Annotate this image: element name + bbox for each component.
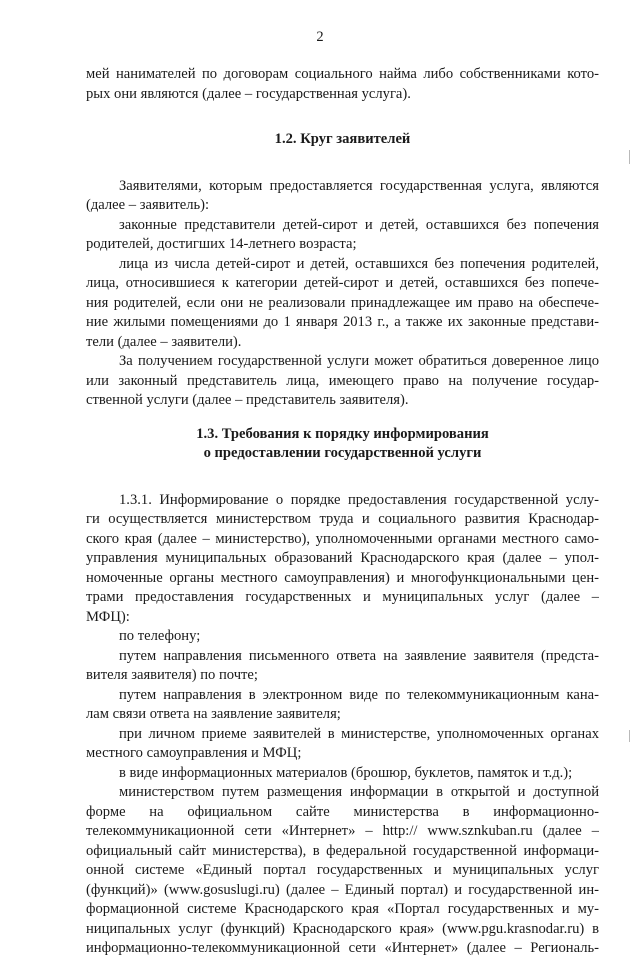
paragraph-line: лам связи ответа на заявление заявителя; (86, 706, 341, 722)
list-item: министерством путем размещения информации в открытой и доступной (119, 784, 599, 800)
list-item: при личном приеме заявителей в министерстве, уполномоченных органах (119, 725, 599, 742)
list-item: в виде информационных материалов (брошюр, буклетов, памяток и т.д.); (119, 764, 573, 781)
list-item: путем направления в электронном виде по телекоммуникационным кана- (119, 686, 599, 703)
paragraph-line: лица из числа детей-сирот и детей, оставшихся без попечения родителей, (119, 255, 599, 272)
paragraph-line: рых они являются (далее – государственная услуга). (86, 85, 411, 102)
section-heading-1-3-line1: 1.3. Требования к порядку информирования (196, 425, 489, 442)
paragraph-line: мей нанимателей по договорам социального найма либо собственниками кото- (86, 66, 599, 82)
section-heading-1-3-line2: о предоставлении государственной услуги (203, 445, 482, 461)
paragraph-line: лица, относившиеся к категории детей-сирот и детей, оставшихся без попече- (86, 275, 599, 291)
scan-artifact-mark (629, 730, 630, 742)
paragraph-line: или законный представитель лица, имеющего право на получение государ- (86, 372, 599, 389)
paragraph-line: ственной услуги (далее – представитель заявителя). (86, 392, 409, 408)
paragraph-line: вителя заявителя) по почте; (86, 667, 258, 683)
paragraph-line: ниципальных услуг (функций) Краснодарского края» (www.pgu.krasnodar.ru) в (86, 920, 599, 937)
paragraph-line: (функций)» (www.gosuslugi.ru) (далее – Единый портал) и государственной ин- (86, 881, 599, 898)
list-item: по телефону; (119, 628, 201, 644)
paragraph-line: управления муниципальных образований Краснодарского края (далее – упол- (86, 550, 599, 566)
paragraph-line: МФЦ): (86, 608, 130, 625)
page-number: 2 (316, 29, 324, 45)
scan-artifact-mark (629, 150, 630, 164)
paragraph-line: (далее – заявитель): (86, 197, 210, 213)
paragraph-line: ния родителей, если они не реализовали принадлежащее им право на обеспече- (86, 294, 599, 311)
paragraph-line: форме на официальном сайте министерства в информационно- (86, 803, 599, 820)
paragraph-line: Заявителями, которым предоставляется государственная услуга, являются (119, 177, 599, 194)
paragraph-line: законные представители детей-сирот и детей, оставшихся без попечения (119, 216, 599, 233)
paragraph-line: номоченные органы местного самоуправления) и многофункциональными цен- (86, 569, 599, 586)
paragraph-line: ги осуществляется министерством труда и социального развития Краснодар- (86, 511, 599, 527)
paragraph-line: ние жилыми помещениями до 1 января 2013 г., а также их законные представи- (86, 314, 599, 330)
paragraph-line: формационной системе Краснодарского края «Портал государственных и му- (86, 901, 599, 917)
document-body (86, 65, 599, 959)
paragraph-line: За получением государственной услуги может обратиться доверенное лицо (119, 353, 599, 369)
paragraph-line: родителей, достигших 14-летнего возраста; (86, 236, 357, 252)
paragraph-line: трами предоставления государственных и муниципальных услуг (далее – (86, 589, 599, 605)
paragraph-line: местного самоуправления и МФЦ; (86, 745, 302, 761)
paragraph-line: официальный сайт министерства), в федеральной государственной информаци- (86, 842, 599, 859)
paragraph-line: тели (далее – заявители). (86, 333, 242, 350)
section-heading-1-2: 1.2. Круг заявителей (274, 131, 411, 147)
paragraph-line: ского края (далее – министерство), уполномоченными органами местного само- (86, 530, 599, 547)
paragraph-line: телекоммуникационной сети «Интернет» – http:// www.sznkuban.ru (далее – (86, 823, 599, 839)
paragraph-line: 1.3.1. Информирование о порядке предоставления государственной услу- (119, 491, 599, 508)
paragraph-line: онной системе «Единый портал государственных и муниципальных услуг (86, 862, 599, 878)
list-item: путем направления письменного ответа на заявление заявителя (предста- (119, 647, 599, 664)
paragraph-line: информационно-телекоммуникационной сети «Интернет» (далее – Региональ- (86, 940, 599, 956)
